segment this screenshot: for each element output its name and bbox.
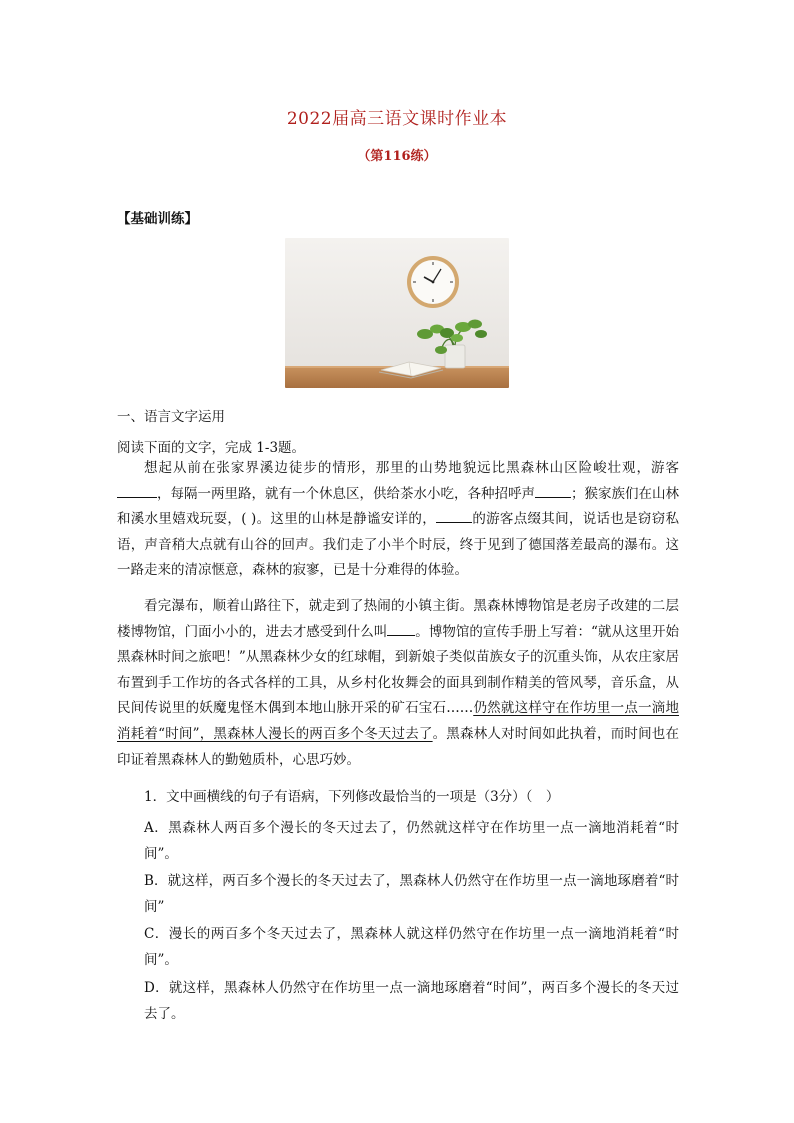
passage-text: ，每隔一两里路，就有一个休息区，供给茶水小吃，各种招呼声 — [157, 485, 535, 502]
option-c — [117, 922, 679, 973]
option-d — [117, 976, 679, 1027]
passage-paragraph-2 — [117, 594, 679, 773]
section-heading: 一、语言文字运用 — [117, 409, 225, 425]
underlined-sentence: 仍然就这样守在作坊里一点一滴地消耗着“时间”，黑森林人漫长的两百多个冬天过去了 — [117, 700, 680, 742]
passage-text: 。黑森林人对时间如此执着，而时间也在印证着黑森林人的勤勉质朴，心思巧妙。 — [117, 725, 680, 768]
option-b-text: B．就这样，两百多个漫长的冬天过去了，黑森林人仍然守在作坊里一点一滴地琢磨着“时间” — [144, 873, 679, 915]
wall-clock-icon — [407, 256, 459, 308]
page-title: 2022届高三语文课时作业本 — [286, 109, 508, 129]
passage-text: ；猴家族们在山林和溪水里嬉戏玩耍，( )。这里的山林是静谧安详的， — [117, 485, 679, 528]
question-stem — [117, 785, 679, 811]
fill-blank — [387, 635, 415, 636]
passage-text: 。博物馆的宣传手册上写着：“就从这里开始黑森林时间之旅吧！”从黑森林少女的红球帽，到新娘子类似苗族女子的沉重头饰，从农庄家居布置到手工作坊的各式各样的工具，从乡村化妆舞会的面具到制作精美的管风琴，音乐盒，从民间传说里的妖魔鬼怪木偶到本地山脉开采的矿石宝石…… — [117, 623, 679, 717]
passage-text: 的游客点缀其间，说话也是窃窃私语，声音稍大点就有山谷的回声。我们走了小半个时辰，终于见到了德国落差最高的瀑布。这一路走来的清凉惬意，森林的寂寥，已是十分难得的体验。 — [117, 511, 680, 579]
question-1-stem: 1．文中画横线的句子有语病，下列修改最恰当的一项是（3分）（ ） — [144, 789, 560, 805]
reading-instructions: 阅读下面的文字，完成 1-3题。 — [117, 440, 306, 456]
fill-blank — [535, 497, 571, 498]
section-tag: 【基础训练】 — [117, 211, 198, 227]
option-b — [117, 869, 679, 920]
clock-plant-book-illustration — [285, 238, 509, 388]
passage-text: 看完瀑布，顺着山路往下，就走到了热闹的小镇主街。黑森林博物馆是老房子改建的二层楼博物馆，门面小小的，进去才感受到什么叫 — [117, 598, 679, 640]
passage-paragraph-1 — [117, 456, 679, 584]
option-d-text: D．就这样，黑森林人仍然守在作坊里一点一滴地琢磨着“时间”，两百多个漫长的冬天过去了。 — [144, 980, 679, 1022]
fill-blank — [117, 497, 157, 498]
fill-blank — [436, 522, 472, 523]
decorative-photo — [285, 238, 509, 388]
page-subtitle: （第116练） — [357, 149, 437, 164]
passage-text: 想起从前在张家界溪边徒步的情形，那里的山势地貌远比黑森林山区险峻壮观，游客 — [144, 460, 679, 476]
option-a — [117, 816, 679, 867]
option-c-text: C．漫长的两百多个冬天过去了，黑森林人就这样仍然守在作坊里一点一滴地消耗着“时间”。 — [144, 926, 679, 968]
option-a-text: A．黑森林人两百多个漫长的冬天过去了，仍然就这样守在作坊里一点一滴地消耗着“时间”。 — [144, 820, 679, 862]
